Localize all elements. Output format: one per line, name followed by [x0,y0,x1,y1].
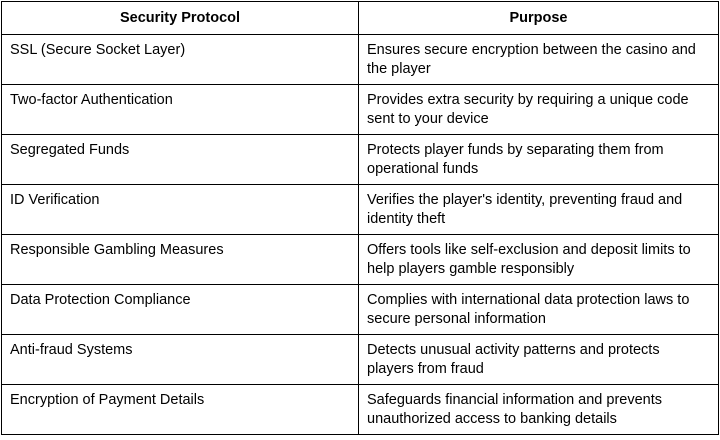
protocol-cell: Data Protection Compliance [2,285,359,335]
table-row [2,85,719,135]
table-body [2,35,719,435]
protocol-cell: SSL (Secure Socket Layer) [2,35,359,85]
purpose-cell: Provides extra security by requiring a unique code sent to your device [359,85,719,135]
protocol-cell: Two-factor Authentication [2,85,359,135]
table-row [2,335,719,385]
header-purpose: Purpose [359,2,719,35]
protocol-cell: ID Verification [2,185,359,235]
table-row [2,285,719,335]
table-row [2,135,719,185]
table-row [2,185,719,235]
purpose-cell: Offers tools like self-exclusion and deposit limits to help players gamble responsibly [359,235,719,285]
purpose-cell: Complies with international data protection laws to secure personal information [359,285,719,335]
purpose-cell: Protects player funds by separating them from operational funds [359,135,719,185]
protocol-cell: Segregated Funds [2,135,359,185]
purpose-cell: Ensures secure encryption between the casino and the player [359,35,719,85]
purpose-cell: Safeguards financial information and prevents unauthorized access to banking details [359,385,719,435]
header-security-protocol: Security Protocol [2,2,359,35]
header-row [2,2,719,35]
protocol-cell: Encryption of Payment Details [2,385,359,435]
table-header [2,2,719,35]
security-protocols-table [1,1,719,435]
protocol-cell: Anti-fraud Systems [2,335,359,385]
purpose-cell: Detects unusual activity patterns and protects players from fraud [359,335,719,385]
table-row [2,235,719,285]
protocol-cell: Responsible Gambling Measures [2,235,359,285]
purpose-cell: Verifies the player's identity, preventing fraud and identity theft [359,185,719,235]
table-row [2,385,719,435]
table-row [2,35,719,85]
